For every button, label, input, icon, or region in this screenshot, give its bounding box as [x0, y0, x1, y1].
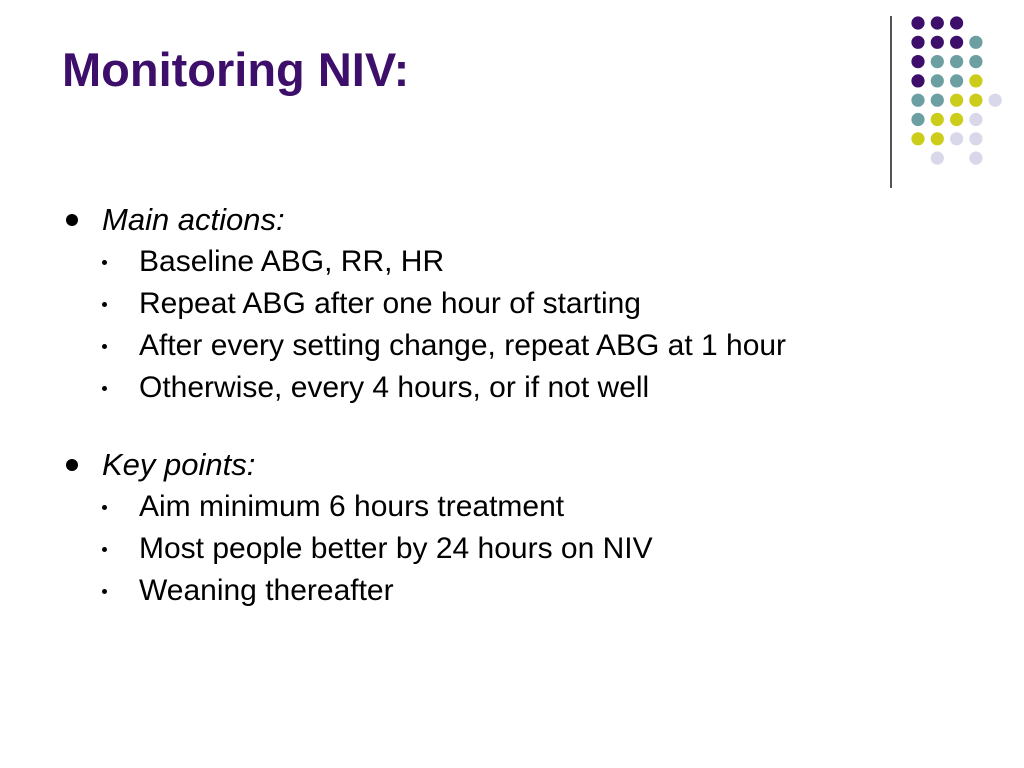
decorative-dot-lavender	[950, 132, 963, 145]
list-item	[62, 283, 962, 325]
decorative-dot-lavender	[931, 152, 944, 165]
content-area	[62, 198, 962, 612]
decorative-dot-yellow	[931, 113, 944, 126]
list-item	[62, 528, 962, 570]
decorative-dot-purple	[911, 55, 924, 68]
decorative-dot-teal	[931, 94, 944, 107]
section-heading-text: Main actions:	[102, 202, 285, 237]
decorative-dot-yellow	[969, 94, 982, 107]
list-item	[62, 486, 962, 528]
slide-title: Monitoring NIV:	[62, 43, 410, 96]
sub-bullet-icon	[102, 302, 107, 307]
bullet-icon	[66, 214, 78, 226]
sub-bullet-icon	[102, 344, 107, 349]
decorative-dot-teal	[931, 55, 944, 68]
decorative-dot-teal	[950, 55, 963, 68]
decorative-dot-teal	[911, 94, 924, 107]
decorative-dot-yellow	[969, 74, 982, 87]
decorative-dot-lavender	[969, 113, 982, 126]
bullet-list	[62, 486, 962, 612]
decorative-dot-yellow	[950, 113, 963, 126]
sub-bullet-icon	[102, 547, 107, 552]
bullet-icon	[66, 459, 78, 471]
list-item	[62, 570, 962, 612]
list-item-text: Otherwise, every 4 hours, or if not well	[139, 371, 650, 404]
decorative-dot-teal	[969, 36, 982, 49]
decorative-dot-lavender	[969, 152, 982, 165]
sub-bullet-icon	[102, 386, 107, 391]
sub-bullet-icon	[102, 260, 107, 265]
list-item-text: Weaning thereafter	[139, 574, 394, 607]
decorative-dot-purple	[911, 36, 924, 49]
vertical-divider	[890, 16, 892, 188]
sub-bullet-icon	[102, 589, 107, 594]
decorative-dot-yellow	[950, 94, 963, 107]
list-item-text: Baseline ABG, RR, HR	[139, 245, 445, 278]
decorative-dot-purple	[911, 16, 924, 29]
decorative-dot-teal	[911, 113, 924, 126]
list-item-text: Aim minimum 6 hours treatment	[139, 490, 565, 523]
list-item-text: Repeat ABG after one hour of starting	[139, 287, 641, 320]
section-heading	[62, 443, 962, 486]
list-item	[62, 241, 962, 283]
decorative-dot-teal	[969, 55, 982, 68]
decorative-dot-purple	[931, 16, 944, 29]
bullet-list	[62, 241, 962, 409]
decorative-dot-purple	[911, 74, 924, 87]
list-item	[62, 325, 962, 367]
list-item	[62, 367, 962, 409]
list-item-text: Most people better by 24 hours on NIV	[139, 532, 653, 565]
list-item-text: After every setting change, repeat ABG at 1 hour	[139, 329, 787, 362]
decorative-dot-yellow	[911, 132, 924, 145]
decorative-dot-yellow	[931, 132, 944, 145]
decorative-dot-lavender	[969, 132, 982, 145]
decorative-dot-purple	[950, 16, 963, 29]
section-heading-text: Key points:	[102, 447, 256, 482]
decorative-dot-grid	[0, 0, 1024, 200]
decorative-dot-purple	[950, 36, 963, 49]
section-main-actions	[62, 198, 962, 409]
section-heading	[62, 198, 962, 241]
decorative-dot-teal	[931, 74, 944, 87]
decorative-dot-lavender	[989, 94, 1002, 107]
decorative-dot-purple	[931, 36, 944, 49]
decorative-dot-teal	[950, 74, 963, 87]
sub-bullet-icon	[102, 505, 107, 510]
section-key-points	[62, 443, 962, 612]
